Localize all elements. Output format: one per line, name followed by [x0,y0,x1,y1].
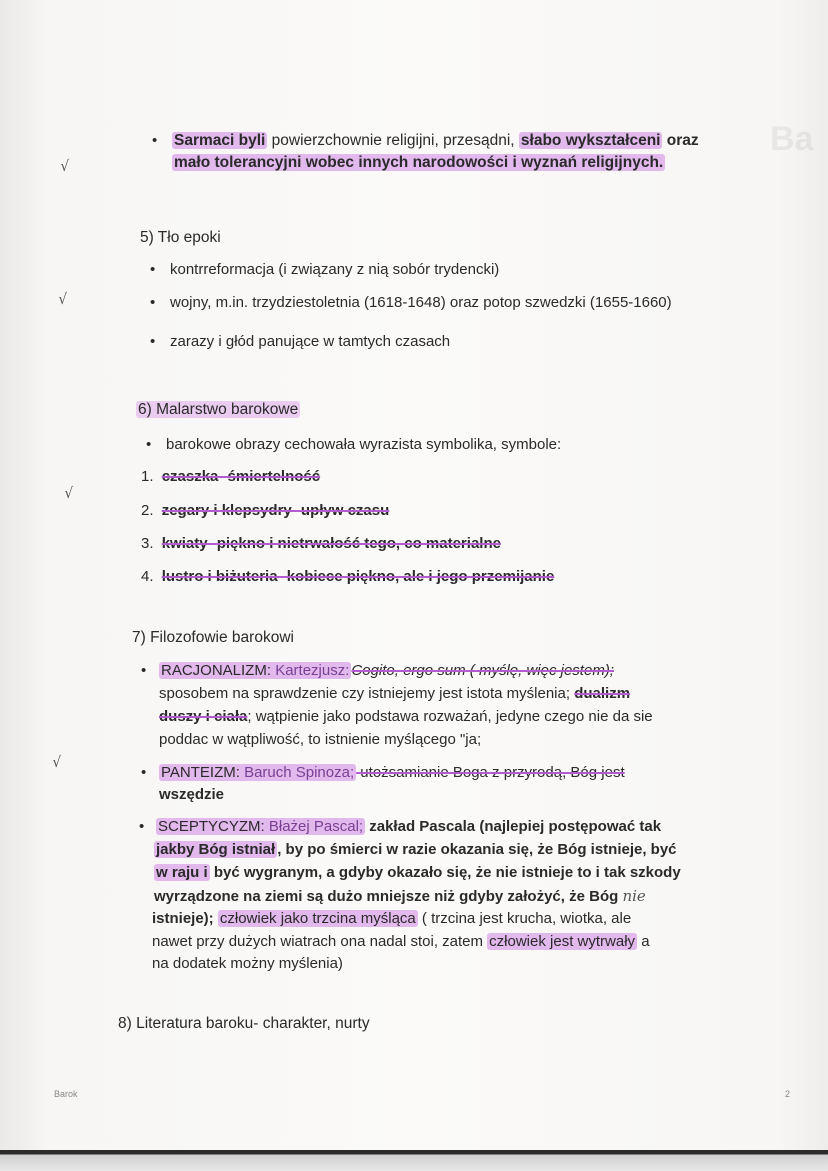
item-text: zegary i klepsydry- upływ czasu [161,502,390,519]
sceptycyzm-line-2 [154,840,677,860]
sarmaci-line-1 [172,131,699,151]
text-span: sposobem na sprawdzenie czy istniejemy jest istota myślenia; [159,685,575,702]
highlight-wytrwaly: człowiek jest wytrwały [489,933,636,950]
list-item: zarazy i głód panujące w tamtych czasach [170,333,451,350]
highlight-slabo: słabo wykształceni [520,132,661,149]
bullet: • [150,261,156,278]
text-span: utożsamianie Boga z przyrodą, Bóg jest [356,764,625,781]
text-span: wyrządzone na ziemi są dużo mniejsze niż gdyby założyć, że Bóg [154,888,623,905]
checkmark-icon: √ [58,290,68,308]
section-5-heading: 5) Tło epoki [140,229,221,246]
duszy-i-ciala: duszy i ciała [159,708,248,725]
panteizm-line-2: wszędzie [159,786,225,803]
racjonalizm-line-2 [159,684,630,704]
section-8-heading: 8) Literatura baroku- charakter, nurty [118,1015,370,1032]
checkmark-icon: √ [52,753,62,771]
term-label: PANTEIZM: [161,764,240,781]
item-number: 3. [141,535,154,552]
philosopher-name: Baruch Spinoza; [244,764,355,781]
highlight-sarmaci: Sarmaci byli [174,132,266,149]
highlight-malarstwo: 6) Malarstwo barokowe [138,401,299,418]
text-span: ( trzcina jest krucha, wiotka, ale [417,910,632,927]
bullet: • [152,132,158,149]
bullet: • [150,294,156,311]
term-label: RACJONALIZM: [161,662,272,679]
scan-bottom-edge [0,1150,828,1171]
text-span: , by po śmierci w razie okazania się, że Bóg istnieje, być [277,841,677,858]
section-6-heading [136,400,300,420]
text-span: istnieje); [152,910,218,927]
highlight-trzcina: człowiek jako trzcina myśląca [219,910,416,927]
sceptycyzm-line-3 [154,863,681,883]
numbered-item [141,467,320,487]
text-span: ; wątpienie jako podstawa rozważań, jedyne czego nie da sie [247,708,653,725]
list-item: barokowe obrazy cechowała wyrazista symbolika, symbole: [166,436,562,453]
sceptycyzm-line-5 [152,909,631,929]
list-item: kontrreformacja (i związany z nią sobór trydencki) [170,261,500,278]
page-number: 2 [785,1089,791,1099]
item-text: czaszka- śmiertelność [161,468,321,485]
bullet: • [146,436,152,453]
sceptycyzm-line-1 [156,817,661,837]
sarmaci-line-2 [172,153,665,173]
item-text: kwiaty- piękno i nietrwałość tego, co materialne [161,535,501,552]
handwritten-nie: nie [622,887,646,905]
numbered-item [141,501,389,521]
text-span: być wygranym, a gdyby okazało się, że nie istnieje to i tak szkody [209,864,681,881]
footer-title: Barok [54,1089,78,1099]
numbered-item [141,567,554,587]
text-span: nawet przy dużych wiatrach ona nadal stoi, zatem [152,933,488,950]
highlight-bog-istnial: jakby Bóg istniał [156,841,276,858]
highlight-panteizm [159,764,356,781]
list-item: wojny, m.in. trzydziestoletnia (1618-1648) oraz potop szwedzki (1655-1660) [170,294,672,311]
sceptycyzm-line-7: na dodatek możny myślenia) [152,955,343,972]
highlight-sceptycyzm [156,818,365,835]
bleed-through-text: Ba [770,120,814,158]
checkmark-icon: √ [60,157,70,175]
philosopher-name: Kartezjusz: [275,662,350,679]
panteizm-line-1 [159,763,625,783]
text-span: oraz [662,132,699,149]
highlight-w-raju: w raju i [156,864,208,881]
text-span: powierzchownie religijni, przesądni, [267,132,519,149]
bullet: • [141,764,147,781]
sceptycyzm-line-4 [154,886,646,907]
dualizm: dualizm [574,685,631,702]
sceptycyzm-line-6 [152,932,650,952]
numbered-item [141,534,501,554]
philosopher-name: Błażej Pascal; [268,818,364,835]
quote-translation: ( myślę, więc jestem); [465,662,614,679]
racjonalizm-line-3 [159,707,653,727]
text-span: zakład Pascala (najlepiej postępować tak [365,818,662,835]
term-label: SCEPTYCYZM: [158,818,265,835]
item-number: 2. [141,502,154,519]
item-number: 1. [141,468,154,485]
bullet: • [141,662,147,679]
bullet: • [150,333,156,350]
bullet: • [139,818,145,835]
racjonalizm-line-4: poddac w wątpliwość, to istnienie myślącego "ja; [159,731,482,748]
section-7-heading: 7) Filozofowie barokowi [132,629,294,646]
text-span: a [637,933,650,950]
racjonalizm-line-1 [159,661,614,681]
checkmark-icon: √ [64,484,74,502]
latin-quote: Cogito, ergo sum [351,662,466,679]
highlight-tolerancja: mało tolerancyjni wobec innych narodowości i wyznań religijnych. [174,154,664,171]
highlight-racjonalizm [159,662,351,679]
item-number: 4. [141,568,154,585]
item-text: lustro i biżuteria- kobiece piękno, ale i jego przemijanie [161,568,555,585]
